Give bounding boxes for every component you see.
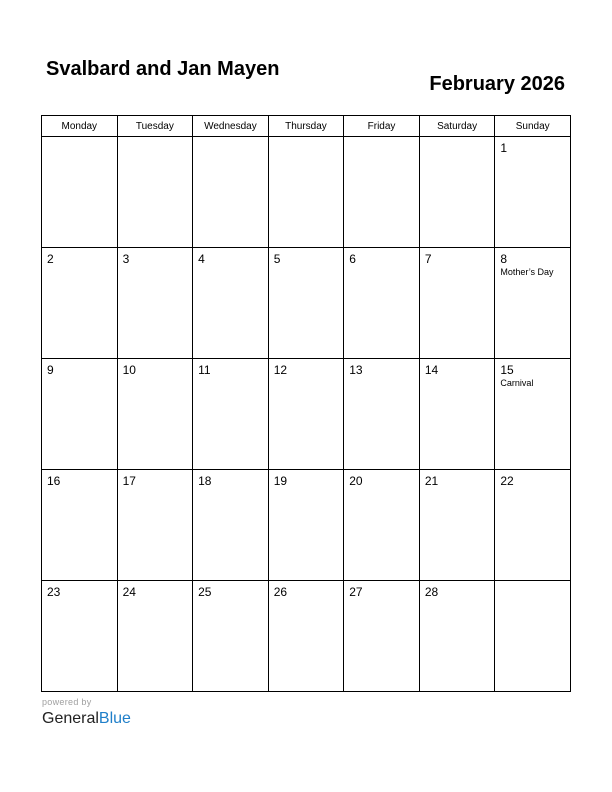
- day-number: 6: [349, 252, 356, 266]
- holiday-label: Carnival: [500, 378, 534, 388]
- weekday-header: Friday: [344, 116, 420, 137]
- day-cell: [268, 470, 344, 581]
- day-number: 7: [424, 252, 432, 266]
- day-cell: [344, 581, 420, 692]
- footer: [42, 696, 131, 729]
- day-number: 8: [500, 252, 508, 266]
- day-number: [269, 137, 344, 141]
- day-number: 9: [47, 363, 54, 377]
- day-cell: [42, 581, 118, 692]
- generalblue-logo[interactable]: [42, 709, 131, 729]
- day-number: 20: [349, 474, 363, 488]
- day-cell: [117, 581, 193, 692]
- day-cell: [268, 359, 344, 470]
- day-number: 4: [198, 252, 205, 266]
- day-number: [420, 137, 495, 141]
- day-number: [118, 137, 193, 141]
- day-number: 24: [122, 585, 136, 599]
- day-cell: [42, 470, 118, 581]
- day-cell: [495, 137, 571, 248]
- week-row: [42, 359, 571, 470]
- day-number: 19: [273, 474, 288, 488]
- region-title: Svalbard and Jan Mayen: [46, 58, 280, 80]
- day-number: 12: [273, 363, 288, 377]
- day-cell: [193, 581, 269, 692]
- day-number: [193, 137, 268, 141]
- day-cell: [42, 137, 118, 248]
- day-number: [344, 137, 419, 141]
- day-cell: [344, 359, 420, 470]
- day-number: 13: [349, 363, 363, 377]
- weekday-header: Saturday: [419, 116, 495, 137]
- day-number: 16: [47, 474, 61, 488]
- day-cell: [193, 248, 269, 359]
- holiday-label: Mother’s Day: [500, 267, 554, 277]
- day-cell: [193, 137, 269, 248]
- day-number: 14: [424, 363, 439, 377]
- weekday-header-row: [42, 116, 571, 137]
- weekday-header: Wednesday: [193, 116, 269, 137]
- day-cell: [268, 581, 344, 692]
- brand-blue-text: Blue: [98, 710, 131, 727]
- day-cell: [344, 470, 420, 581]
- weekday-header: Thursday: [268, 116, 344, 137]
- day-number: [42, 137, 117, 141]
- day-number: 2: [47, 252, 54, 266]
- day-cell: [344, 137, 420, 248]
- day-cell: [117, 470, 193, 581]
- day-cell: [419, 359, 495, 470]
- day-number: [495, 581, 570, 585]
- day-cell: [495, 470, 571, 581]
- day-cell: [419, 248, 495, 359]
- day-cell: [495, 248, 571, 359]
- day-cell: [495, 581, 571, 692]
- weekday-header: Monday: [42, 116, 118, 137]
- day-number: 23: [47, 585, 61, 599]
- day-number: 3: [122, 252, 130, 266]
- day-number: 27: [349, 585, 363, 599]
- day-number: 15: [500, 363, 514, 377]
- day-cell: [117, 359, 193, 470]
- day-cell: [193, 359, 269, 470]
- day-number: 22: [500, 474, 514, 488]
- week-row: [42, 581, 571, 692]
- weekday-header: Sunday: [495, 116, 571, 137]
- day-cell: [193, 470, 269, 581]
- day-cell: [419, 137, 495, 248]
- day-number: 18: [198, 474, 212, 488]
- day-cell: [268, 248, 344, 359]
- day-number: 1: [500, 141, 508, 155]
- week-row: [42, 470, 571, 581]
- day-cell: [268, 137, 344, 248]
- day-cell: [419, 470, 495, 581]
- day-number: 11: [198, 363, 211, 377]
- brand-general-text: General: [42, 710, 99, 727]
- week-row: [42, 137, 571, 248]
- day-cell: [117, 137, 193, 248]
- day-number: 10: [122, 363, 136, 377]
- weekday-header: Tuesday: [117, 116, 193, 137]
- day-cell: [495, 359, 571, 470]
- day-cell: [419, 581, 495, 692]
- week-row: [42, 248, 571, 359]
- calendar-grid: [41, 115, 571, 692]
- day-cell: [344, 248, 420, 359]
- powered-by-label: powered by: [42, 697, 92, 707]
- day-cell: [117, 248, 193, 359]
- month-title: February 2026: [429, 73, 565, 95]
- day-cell: [42, 248, 118, 359]
- day-number: 17: [122, 474, 136, 488]
- day-number: 21: [424, 474, 439, 488]
- day-number: 25: [198, 585, 212, 599]
- day-number: 28: [424, 585, 439, 599]
- day-cell: [42, 359, 118, 470]
- day-number: 5: [273, 252, 281, 266]
- day-number: 26: [273, 585, 288, 599]
